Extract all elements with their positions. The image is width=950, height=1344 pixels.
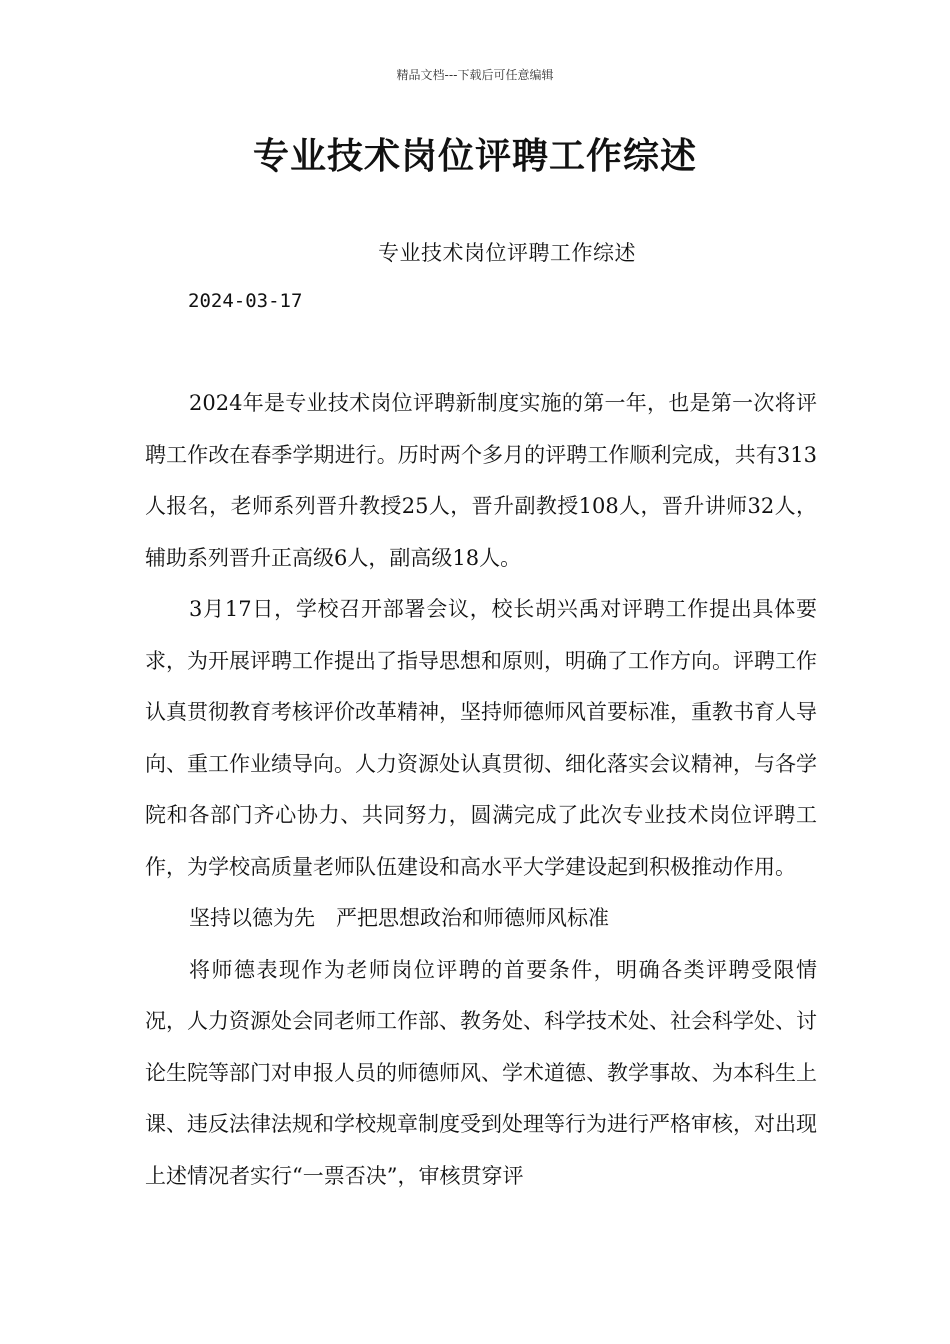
document-date: 2024-03-17 (188, 290, 303, 312)
document-title: 专业技术岗位评聘工作综述 (252, 136, 697, 177)
paragraph-meeting: 3月17日，学校召开部署会议，校长胡兴禹对评聘工作提出具体要求，为开展评聘工作提出了指导思想和原则，明确了工作方向。评聘工作认真贯彻教育考核评价改革精神，坚持师德师风首要标准，重教书育人导向、重工作业绩导向。人力资源处认真贯彻、细化落实会议精神，与各学院和各部门齐心协力、共同努力，圆满完成了此次专业技术岗位评聘工作，为学校高质量老师队伍建设和高水平大学建设起到积极推动作用。 (145, 597, 817, 879)
section-heading: 坚持以德为先 严把思想政治和师德师风标准 (189, 906, 609, 930)
document-subtitle: 专业技术岗位评聘工作综述 (378, 241, 636, 265)
paragraph-ethics: 将师德表现作为老师岗位评聘的首要条件，明确各类评聘受限情况，人力资源处会同老师工作部、教务处、科学技术处、社会科学处、讨论生院等部门对申报人员的师德师风、学术道德、教学事故、为本科生上课、违反法律法规和学校规章制度受到处理等行为进行严格审核，对出现上述情况者实行“一票否决”，审核贯穿评 (145, 957, 817, 1188)
document-body (145, 378, 817, 1202)
header-note: 精品文档---下载后可任意编辑 (396, 68, 554, 82)
paragraph-summary: 2024年是专业技术岗位评聘新制度实施的第一年，也是第一次将评聘工作改在春季学期进行。历时两个多月的评聘工作顺利完成，共有313人报名，老师系列晋升教授25人，晋升副教授108人，晋升讲师32人，辅助系列晋升正高级6人，副高级18人。 (145, 391, 817, 570)
